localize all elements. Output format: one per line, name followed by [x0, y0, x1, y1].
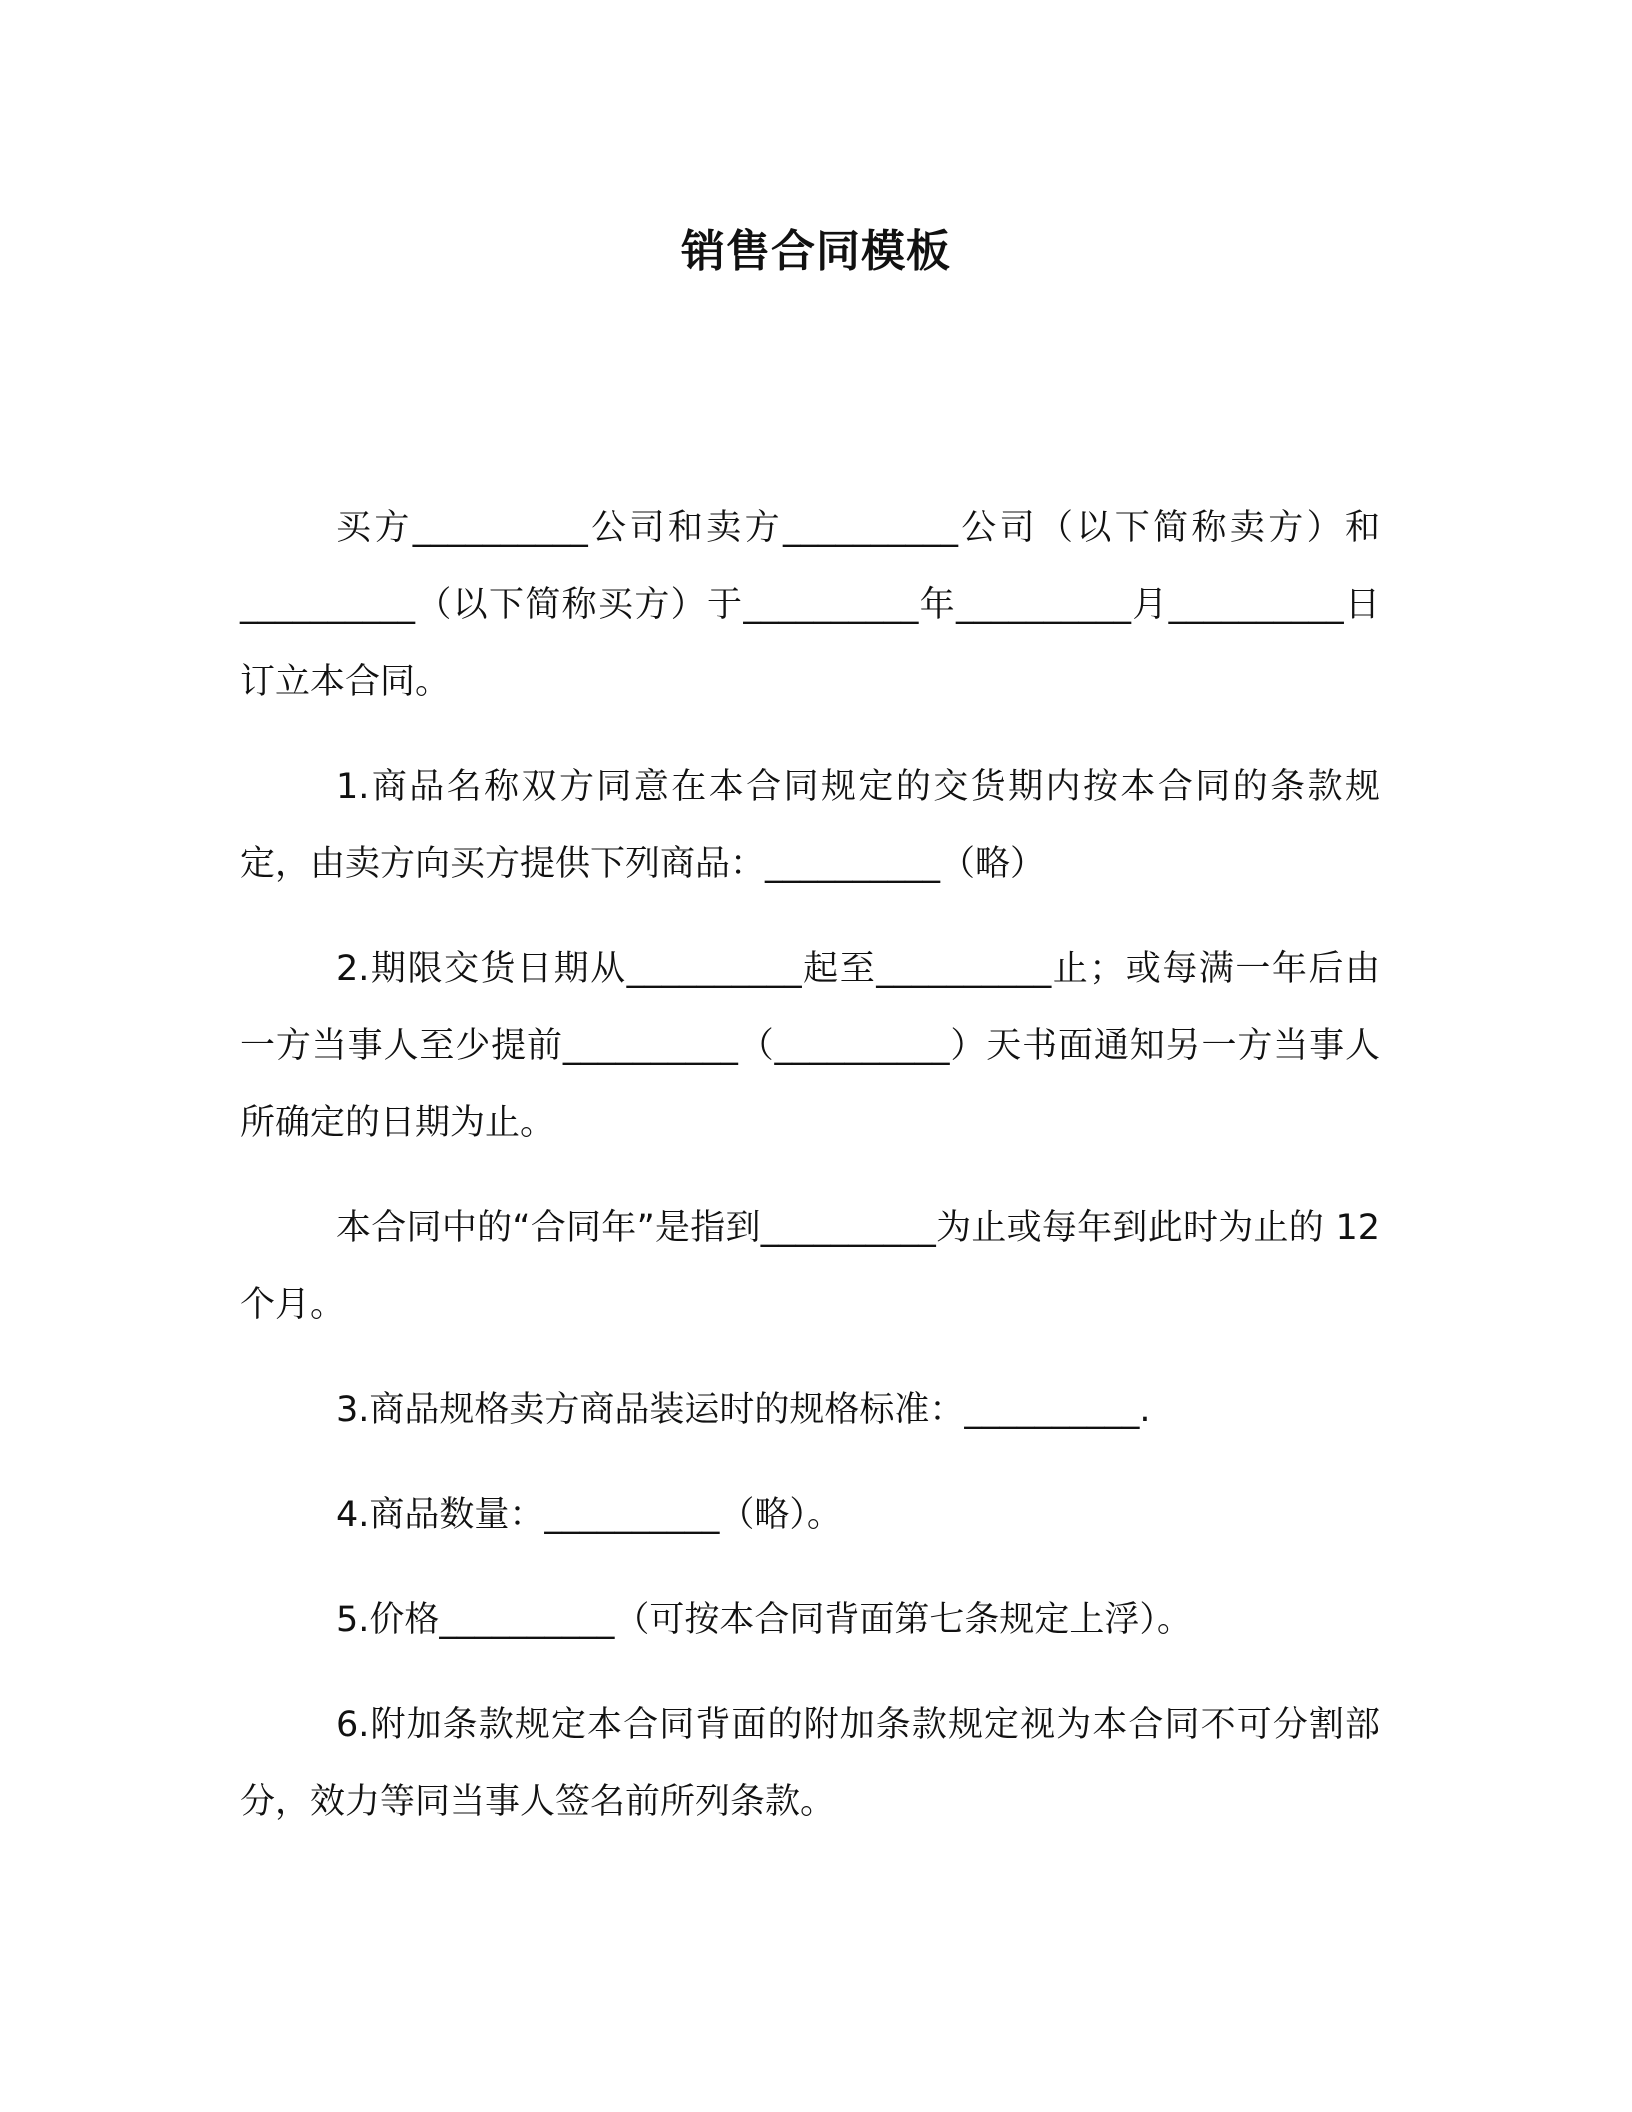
paragraph-quantity: 4.商品数量：__________（略）。 [336, 1495, 842, 1535]
document-title: 销售合同模板 [681, 226, 951, 277]
paragraph-additional-terms: 6.附加条款规定本合同背面的附加条款规定视为本合同不可分割部分，效力等同当事人签名前所列条款。 [240, 1705, 1380, 1822]
paragraph-delivery-term: 2.期限交货日期从__________起至__________止；或每满一年后由一方当事人至少提前__________（__________）天书面通知另一方当事人所确定的日期为止。 [240, 949, 1380, 1143]
paragraph-goods-name: 1.商品名称双方同意在本合同规定的交货期内按本合同的条款规定，由卖方向买方提供下列商品：__________（略） [240, 767, 1380, 884]
paragraph-specification: 3.商品规格卖方商品装运时的规格标准：__________. [336, 1390, 1151, 1430]
paragraph-price: 5.价格__________（可按本合同背面第七条规定上浮）。 [336, 1600, 1192, 1640]
paragraph-parties: 买方__________公司和卖方__________公司（以下简称卖方）和__________（以下简称买方）于__________年__________月__________日订立本合同。 [240, 508, 1380, 702]
paragraph-contract-year: 本合同中的“合同年”是指到__________为止或每年到此时为止的 12 个月。 [240, 1208, 1380, 1325]
contract-body [240, 490, 1380, 1869]
